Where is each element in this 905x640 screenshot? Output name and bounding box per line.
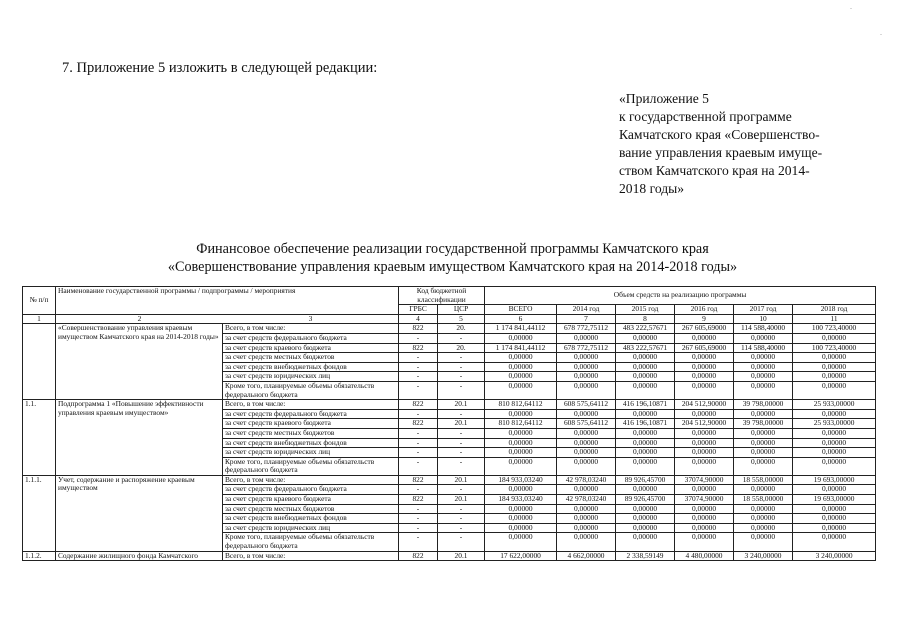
total-cell: 0,00000 [485, 353, 557, 363]
y2016-cell: 0,00000 [675, 523, 734, 533]
index-cell: 8 [616, 314, 675, 324]
source-cell: Кроме того, планируемые объемы обязательств федерального бюджета [223, 457, 399, 475]
csr-cell: 20.1 [438, 419, 485, 429]
y2016-cell: 267 605,69000 [675, 324, 734, 334]
y2014-cell: 0,00000 [557, 381, 616, 399]
y2016-cell: 0,00000 [675, 372, 734, 382]
y2018-cell: 100 723,40000 [793, 343, 876, 353]
appendix-line: «Приложение 5 [619, 91, 709, 106]
source-cell: за счет средств внебюджетных фондов [223, 438, 399, 448]
y2014-cell: 0,00000 [557, 533, 616, 551]
y2015-cell: 0,00000 [616, 504, 675, 514]
y2018-cell: 0,00000 [793, 523, 876, 533]
y2015-cell: 0,00000 [616, 448, 675, 458]
grbs-cell: - [399, 514, 438, 524]
total-cell: 0,00000 [485, 381, 557, 399]
y2018-cell: 0,00000 [793, 381, 876, 399]
header-2015: 2015 год [616, 305, 675, 315]
total-cell: 810 812,64112 [485, 400, 557, 410]
y2017-cell: 0,00000 [734, 381, 793, 399]
grbs-cell: 822 [399, 400, 438, 410]
y2014-cell: 0,00000 [557, 372, 616, 382]
y2015-cell: 0,00000 [616, 485, 675, 495]
grbs-cell: - [399, 372, 438, 382]
total-cell: 0,00000 [485, 457, 557, 475]
header-name: Наименование государственной программы / подпрограммы / мероприятия [56, 287, 399, 315]
index-cell: 9 [675, 314, 734, 324]
y2015-cell: 0,00000 [616, 372, 675, 382]
y2018-cell: 0,00000 [793, 438, 876, 448]
document-title [0, 240, 905, 276]
y2016-cell: 4 480,00000 [675, 551, 734, 561]
table-row [23, 324, 876, 334]
csr-cell: - [438, 409, 485, 419]
csr-cell: - [438, 333, 485, 343]
table-row [23, 400, 876, 410]
y2015-cell: 0,00000 [616, 457, 675, 475]
total-cell: 0,00000 [485, 533, 557, 551]
y2016-cell: 0,00000 [675, 438, 734, 448]
y2015-cell: 0,00000 [616, 381, 675, 399]
grbs-cell: - [399, 485, 438, 495]
y2015-cell: 2 338,59149 [616, 551, 675, 561]
y2014-cell: 0,00000 [557, 428, 616, 438]
csr-cell: - [438, 533, 485, 551]
y2018-cell: 0,00000 [793, 362, 876, 372]
total-cell: 184 933,03240 [485, 495, 557, 505]
source-cell: Кроме того, планируемые объемы обязательств федерального бюджета [223, 533, 399, 551]
y2017-cell: 114 588,40000 [734, 343, 793, 353]
y2018-cell: 25 933,00000 [793, 419, 876, 429]
y2015-cell: 0,00000 [616, 523, 675, 533]
y2016-cell: 0,00000 [675, 533, 734, 551]
y2016-cell: 267 605,69000 [675, 343, 734, 353]
csr-cell: - [438, 438, 485, 448]
y2018-cell: 0,00000 [793, 514, 876, 524]
csr-cell: - [438, 504, 485, 514]
source-cell: за счет средств краевого бюджета [223, 419, 399, 429]
header-csr: ЦСР [438, 305, 485, 315]
index-cell: 7 [557, 314, 616, 324]
y2014-cell: 0,00000 [557, 409, 616, 419]
grbs-cell: 822 [399, 475, 438, 485]
source-cell: за счет средств юридических лиц [223, 448, 399, 458]
appendix-line: 2018 годы» [619, 181, 685, 196]
y2014-cell: 0,00000 [557, 457, 616, 475]
csr-cell: - [438, 523, 485, 533]
financing-table-wrapper [22, 286, 875, 561]
csr-cell: - [438, 353, 485, 363]
y2015-cell: 0,00000 [616, 333, 675, 343]
total-cell: 1 174 841,44112 [485, 324, 557, 334]
y2018-cell: 25 933,00000 [793, 400, 876, 410]
csr-cell: - [438, 457, 485, 475]
header-2014: 2014 год [557, 305, 616, 315]
csr-cell: - [438, 372, 485, 382]
y2017-cell: 0,00000 [734, 485, 793, 495]
csr-cell: - [438, 362, 485, 372]
program-name-cell: Содержание жилищного фонда Камчатского [56, 551, 223, 561]
y2017-cell: 0,00000 [734, 362, 793, 372]
csr-cell: 20.1 [438, 400, 485, 410]
csr-cell: - [438, 485, 485, 495]
grbs-cell: - [399, 504, 438, 514]
csr-cell: 20.1 [438, 475, 485, 485]
y2016-cell: 0,00000 [675, 485, 734, 495]
y2018-cell: 3 240,00000 [793, 551, 876, 561]
row-number-cell [23, 324, 56, 400]
y2018-cell: 19 693,00000 [793, 495, 876, 505]
appendix-line: ством Камчатского края на 2014- [619, 163, 810, 178]
program-name-cell: Подпрограмма 1 «Повышение эффективности управления краевым имуществом» [56, 400, 223, 476]
program-name-cell: Учет, содержание и распоряжение краевым имуществом [56, 475, 223, 551]
y2015-cell: 0,00000 [616, 362, 675, 372]
total-cell: 0,00000 [485, 438, 557, 448]
y2016-cell: 0,00000 [675, 448, 734, 458]
y2017-cell: 0,00000 [734, 438, 793, 448]
total-cell: 0,00000 [485, 514, 557, 524]
y2017-cell: 0,00000 [734, 428, 793, 438]
index-cell: 10 [734, 314, 793, 324]
appendix-line: к государственной программе [619, 109, 792, 124]
total-cell: 0,00000 [485, 428, 557, 438]
grbs-cell: 822 [399, 495, 438, 505]
source-cell: за счет средств внебюджетных фондов [223, 514, 399, 524]
source-cell: за счет средств местных бюджетов [223, 504, 399, 514]
y2014-cell: 0,00000 [557, 333, 616, 343]
y2015-cell: 0,00000 [616, 353, 675, 363]
y2018-cell: 19 693,00000 [793, 475, 876, 485]
y2018-cell: 0,00000 [793, 333, 876, 343]
index-cell: 4 [399, 314, 438, 324]
y2017-cell: 0,00000 [734, 523, 793, 533]
source-cell: за счет средств федерального бюджета [223, 485, 399, 495]
corner-mark: - [880, 32, 882, 38]
grbs-cell: - [399, 381, 438, 399]
grbs-cell: - [399, 523, 438, 533]
y2014-cell: 42 978,03240 [557, 475, 616, 485]
header-2018: 2018 год [793, 305, 876, 315]
y2017-cell: 39 798,00000 [734, 419, 793, 429]
header-grbs: ГРБС [399, 305, 438, 315]
y2018-cell: 0,00000 [793, 448, 876, 458]
y2018-cell: 0,00000 [793, 457, 876, 475]
title-line: «Совершенствование управления краевым имуществом Камчатского края на 2014-2018 годы» [167, 259, 738, 275]
y2014-cell: 0,00000 [557, 523, 616, 533]
y2017-cell: 0,00000 [734, 333, 793, 343]
y2014-cell: 0,00000 [557, 362, 616, 372]
financing-table-body [23, 324, 876, 561]
y2014-cell: 0,00000 [557, 485, 616, 495]
y2016-cell: 0,00000 [675, 428, 734, 438]
total-cell: 0,00000 [485, 362, 557, 372]
y2017-cell: 0,00000 [734, 533, 793, 551]
source-cell: за счет средств краевого бюджета [223, 495, 399, 505]
source-cell: Всего, в том числе: [223, 324, 399, 334]
y2016-cell: 0,00000 [675, 409, 734, 419]
y2018-cell: 0,00000 [793, 428, 876, 438]
total-cell: 0,00000 [485, 372, 557, 382]
source-cell: за счет средств краевого бюджета [223, 343, 399, 353]
program-name-cell: «Совершенствование управления краевым имуществом Камчатского края на 2014-2018 годы» [56, 324, 223, 400]
header-num: № п/п [23, 287, 56, 315]
y2017-cell: 0,00000 [734, 372, 793, 382]
csr-cell: 20.1 [438, 551, 485, 561]
index-cell: 1 [23, 314, 56, 324]
y2016-cell: 0,00000 [675, 381, 734, 399]
grbs-cell: - [399, 448, 438, 458]
y2014-cell: 0,00000 [557, 504, 616, 514]
y2017-cell: 0,00000 [734, 448, 793, 458]
y2016-cell: 37074,90000 [675, 475, 734, 485]
y2017-cell: 0,00000 [734, 353, 793, 363]
total-cell: 810 812,64112 [485, 419, 557, 429]
y2014-cell: 42 978,03240 [557, 495, 616, 505]
y2017-cell: 3 240,00000 [734, 551, 793, 561]
y2015-cell: 0,00000 [616, 428, 675, 438]
index-cell [56, 314, 399, 324]
grbs-cell: - [399, 428, 438, 438]
source-cell: Всего, в том числе: [223, 551, 399, 561]
y2018-cell: 100 723,40000 [793, 324, 876, 334]
csr-cell: - [438, 448, 485, 458]
source-cell: за счет средств юридических лиц [223, 523, 399, 533]
y2017-cell: 0,00000 [734, 457, 793, 475]
total-cell: 1 174 841,44112 [485, 343, 557, 353]
y2015-cell: 483 222,57671 [616, 343, 675, 353]
y2015-cell: 416 196,10871 [616, 419, 675, 429]
y2018-cell: 0,00000 [793, 485, 876, 495]
y2016-cell: 0,00000 [675, 333, 734, 343]
grbs-cell: 822 [399, 419, 438, 429]
y2015-cell: 0,00000 [616, 409, 675, 419]
grbs-cell: - [399, 457, 438, 475]
csr-cell: - [438, 381, 485, 399]
intro-paragraph: 7. Приложение 5 изложить в следующей редакции: [62, 60, 378, 76]
total-cell: 0,00000 [485, 523, 557, 533]
csr-cell: 20. [438, 343, 485, 353]
title-line: Финансовое обеспечение реализации государственной программы Камчатского края [196, 241, 709, 257]
index-cell: 6 [485, 314, 557, 324]
total-cell: 0,00000 [485, 409, 557, 419]
y2014-cell: 4 662,00000 [557, 551, 616, 561]
y2016-cell: 0,00000 [675, 353, 734, 363]
y2014-cell: 608 575,64112 [557, 419, 616, 429]
table-row [23, 475, 876, 485]
y2016-cell: 37074,90000 [675, 495, 734, 505]
total-cell: 184 933,03240 [485, 475, 557, 485]
source-cell: за счет средств местных бюджетов [223, 428, 399, 438]
y2015-cell: 416 196,10871 [616, 400, 675, 410]
y2017-cell: 0,00000 [734, 514, 793, 524]
source-cell: Всего, в том числе: [223, 475, 399, 485]
y2018-cell: 0,00000 [793, 533, 876, 551]
grbs-cell: - [399, 353, 438, 363]
total-cell: 0,00000 [485, 504, 557, 514]
y2016-cell: 204 512,90000 [675, 419, 734, 429]
index-cell: 5 [438, 314, 485, 324]
y2014-cell: 0,00000 [557, 353, 616, 363]
y2014-cell: 678 772,75112 [557, 324, 616, 334]
source-cell: за счет средств федерального бюджета [223, 333, 399, 343]
total-cell: 0,00000 [485, 448, 557, 458]
y2015-cell: 89 926,45700 [616, 475, 675, 485]
index-cell: 11 [793, 314, 876, 324]
header-2016: 2016 год [675, 305, 734, 315]
header-total: ВСЕГО [485, 305, 557, 315]
financing-table [22, 286, 876, 561]
y2015-cell: 89 926,45700 [616, 495, 675, 505]
source-cell: Всего, в том числе: [223, 400, 399, 410]
y2015-cell: 0,00000 [616, 514, 675, 524]
csr-cell: - [438, 428, 485, 438]
total-cell: 0,00000 [485, 485, 557, 495]
grbs-cell: - [399, 438, 438, 448]
y2018-cell: 0,00000 [793, 504, 876, 514]
y2016-cell: 0,00000 [675, 457, 734, 475]
row-number-cell: 1.1. [23, 400, 56, 476]
y2016-cell: 204 512,90000 [675, 400, 734, 410]
y2014-cell: 678 772,75112 [557, 343, 616, 353]
total-cell: 17 622,00000 [485, 551, 557, 561]
index-cell: 3 [308, 314, 313, 323]
source-cell: за счет средств местных бюджетов [223, 353, 399, 363]
y2017-cell: 39 798,00000 [734, 400, 793, 410]
appendix-line: вание управления краевым имуще- [619, 145, 823, 160]
csr-cell: 20.1 [438, 495, 485, 505]
y2015-cell: 0,00000 [616, 438, 675, 448]
corner-mark: - [850, 6, 852, 12]
y2016-cell: 0,00000 [675, 362, 734, 372]
row-number-cell: 1.1.2. [23, 551, 56, 561]
y2014-cell: 0,00000 [557, 448, 616, 458]
header-volume-group: Объем средств на реализацию программы [485, 287, 876, 305]
y2018-cell: 0,00000 [793, 372, 876, 382]
grbs-cell: - [399, 409, 438, 419]
y2017-cell: 114 588,40000 [734, 324, 793, 334]
y2015-cell: 483 222,57671 [616, 324, 675, 334]
grbs-cell: 822 [399, 324, 438, 334]
y2017-cell: 0,00000 [734, 504, 793, 514]
grbs-cell: - [399, 333, 438, 343]
grbs-cell: - [399, 362, 438, 372]
y2017-cell: 18 558,00000 [734, 495, 793, 505]
y2014-cell: 608 575,64112 [557, 400, 616, 410]
source-cell: за счет средств внебюджетных фондов [223, 362, 399, 372]
appendix-line: Камчатского края «Совершенство- [619, 127, 820, 142]
csr-cell: 20. [438, 324, 485, 334]
y2016-cell: 0,00000 [675, 514, 734, 524]
header-2017: 2017 год [734, 305, 793, 315]
csr-cell: - [438, 514, 485, 524]
appendix-header [619, 90, 869, 198]
y2014-cell: 0,00000 [557, 438, 616, 448]
source-cell: за счет средств федерального бюджета [223, 409, 399, 419]
index-cell: 2 [137, 314, 142, 323]
y2015-cell: 0,00000 [616, 533, 675, 551]
table-row [23, 551, 876, 561]
row-number-cell: 1.1.1. [23, 475, 56, 551]
source-cell: Кроме того, планируемые объемы обязательств федерального бюджета [223, 381, 399, 399]
y2018-cell: 0,00000 [793, 353, 876, 363]
y2018-cell: 0,00000 [793, 409, 876, 419]
grbs-cell: 822 [399, 343, 438, 353]
y2017-cell: 18 558,00000 [734, 475, 793, 485]
column-index-row [23, 314, 876, 324]
grbs-cell: 822 [399, 551, 438, 561]
total-cell: 0,00000 [485, 333, 557, 343]
header-code-group: Код бюджетной классификации [399, 287, 485, 305]
grbs-cell: - [399, 533, 438, 551]
y2016-cell: 0,00000 [675, 504, 734, 514]
source-cell: за счет средств юридических лиц [223, 372, 399, 382]
y2017-cell: 0,00000 [734, 409, 793, 419]
y2014-cell: 0,00000 [557, 514, 616, 524]
